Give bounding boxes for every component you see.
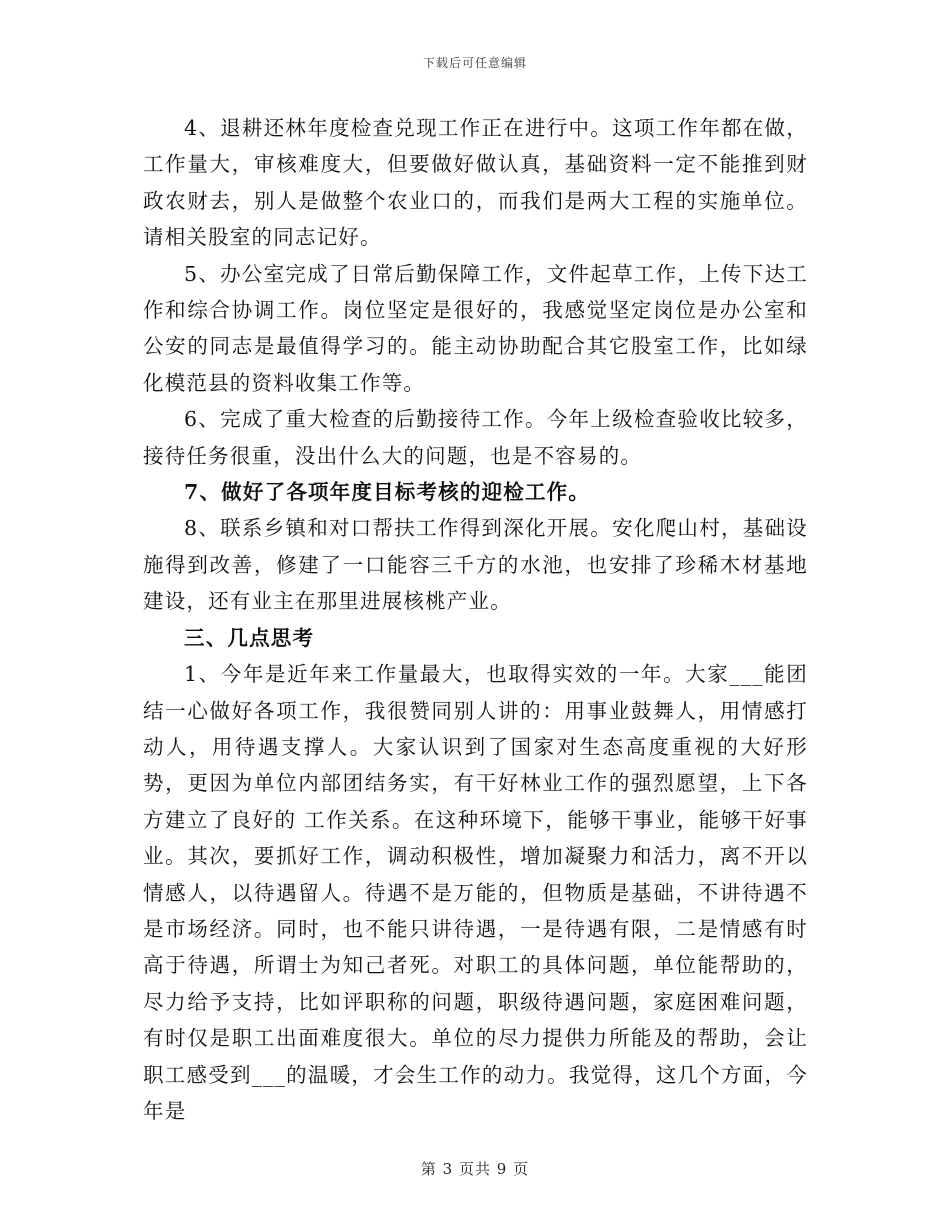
paragraph-item-5: 5、办公室完成了日常后勤保障工作，文件起草工作，上传下达工作和综合协调工作。岗位坚定是很好的，我感觉坚定岗位是办公室和公安的同志是最值得学习的。能主动协助配合其它股室工作，比如绿化模范县的资料收集工作等。 — [143, 261, 808, 395]
paragraph-item-4: 4、退耕还林年度检查兑现工作正在进行中。这项工作年都在做，工作量大，审核难度大，但要做好做认真，基础资料一定不能推到财政农财去，别人是做整个农业口的，而我们是两大工程的实施单位。请相关股室的同志记好。 — [143, 116, 808, 250]
document-body — [143, 110, 808, 1129]
paragraph-reflection-1: 1、今年是近年来工作量最大，也取得实效的一年。大家___能团结一心做好各项工作，我很赞同别人讲的：用事业鼓舞人，用情感打动人，用待遇支撑人。大家认识到了国家对生态高度重视的大好形势，更因为单位内部团结务实，有干好林业工作的强烈愿望，上下各方建立了良好的 工作关系。在这种环境下，能够干事业，能够干好事业。其次，要抓好工作，调动积极性，增加凝聚力和活力，离不开以情感人，以待遇留人。待遇不是万能的，但物质是基础，不讲待遇不是市场经济。同时，也不能只讲待遇，一是待遇有限，二是情感有时高于待遇，所谓士为知己者死。对职工的具体问题，单位能帮助的，尽力给予支持，比如评职称的问题，职级待遇问题，家庭困难问题，有时仅是职工出面难度很大。单位的尽力提供力所能及的帮助，会让职工感受到___的温暖，才会生工作的动力。我觉得，这几个方面，今年是 — [143, 662, 808, 1123]
page-number-footer: 第 3 页共 9 页 — [420, 1160, 530, 1178]
page-header: 下载后可任意编辑 — [422, 56, 527, 70]
paragraph-item-6: 6、完成了重大检查的后勤接待工作。今年上级检查验收比较多，接待任务很重，没出什么大的问题，也是不容易的。 — [143, 407, 808, 468]
paragraph-item-7-heading: 7、做好了各项年度目标考核的迎检工作。 — [184, 480, 591, 505]
section-heading-reflections: 三、几点思考 — [184, 625, 315, 650]
paragraph-item-8: 8、联系乡镇和对口帮扶工作得到深化开展。安化爬山村，基础设施得到改善，修建了一口能容三千方的水池，也安排了珍稀木材基地建设，还有业主在那里进展核桃产业。 — [143, 516, 808, 614]
